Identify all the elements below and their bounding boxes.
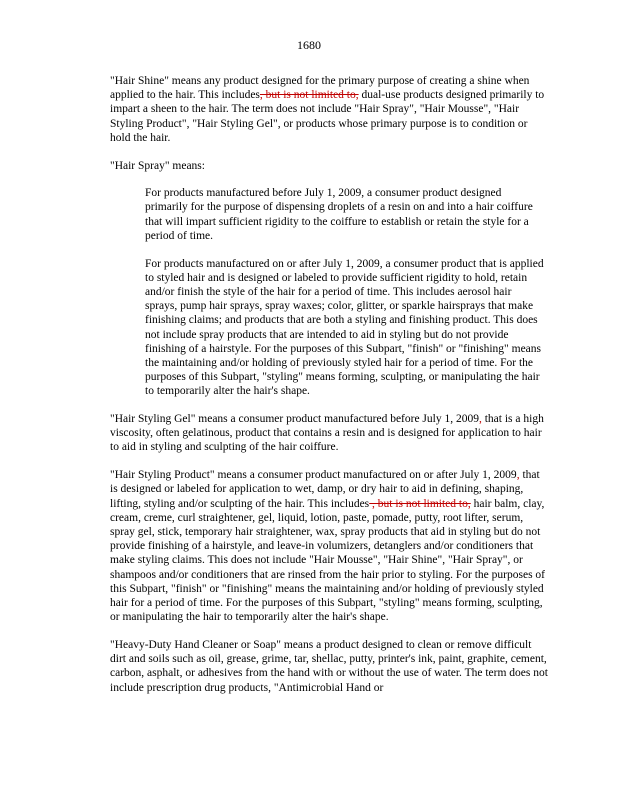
hair-styling-product-deleted-text: , but is not limited to,: [369, 497, 471, 510]
hair-styling-product-inserted-comma: ,: [516, 469, 520, 482]
hair-styling-product-text-1: "Hair Styling Product" means a consumer product manufactured on or after July 1, 2009: [110, 469, 517, 482]
hair-styling-gel-inserted-comma: ,: [478, 413, 482, 426]
hair-shine-text-1: "Hair Shine" means any product designed for the primary purpose of creating a shine when applied to the hair. This includes: [110, 75, 530, 102]
hair-styling-gel-text-1: "Hair Styling Gel" means a consumer product manufactured before July 1, 2009: [110, 413, 479, 426]
document-body: [110, 74, 550, 708]
hair-styling-product-text-3: hair balm, clay, cream, creme, curl straightener, gel, liquid, lotion, paste, pomade, putty, root lifter, serum, spray gel, stick, temporary hair straightener, wax, spray products that aid in styling but do not provide finishing of a hairstyle, and leave-in volumizers, detanglers and/or conditioners that make styling claims. This does not include "Hair Mousse", "Hair Shine", "Hair Spray", or shampoos and/or conditioners that are rinsed from the hair prior to styling. For the purposes of this Subpart, "finish" or "finishing" means the maintaining and/or holding of previously styled hair for a period of time. For the purposes of this Subpart, "styling" means forming, sculpting, or manipulating the hair to temporarily alter the hair's shape.: [110, 497, 545, 624]
definition-hair-spray-intro: "Hair Spray" means:: [110, 159, 205, 172]
hair-spray-before-2009: For products manufactured before July 1, 2009, a consumer product designed primarily for the purpose of dispensing droplets of a resin on and into a hair coiffure that will impart sufficient rigidity to the coiffure to establish or retain the style for a period of time.: [145, 187, 533, 242]
definition-hair-styling-gel: [110, 412, 550, 455]
definition-hair-styling-product: [110, 468, 550, 624]
page-number: 1680: [297, 38, 321, 52]
definition-heavy-duty-hand-cleaner: "Heavy-Duty Hand Cleaner or Soap" means a product designed to clean or remove difficult dirt and soils such as oil, grease, grime, tar, shellac, putty, printer's ink, paint, graphite, cement, carbon, asphalt, or adhesives from the hand with or without the use of water. The term does not include prescription drug products, "Antimicrobial Hand or: [110, 638, 548, 694]
hair-shine-deleted-text: , but is not limited to,: [259, 89, 359, 102]
hair-styling-product-text-2: that is designed or labeled for application to wet, damp, or dry hair to aid in defining, shaping, lifting, styling and/or sculpting of the hair. This includes: [110, 469, 540, 510]
hair-styling-gel-text-2: that is a high viscosity, often gelatinous, product that contains a resin and is designed for application to hair to aid in styling and sculpting of the hair coiffure.: [110, 413, 544, 454]
hair-shine-text-2: dual-use products designed primarily to impart a sheen to the hair. The term does not include "Hair Spray", "Hair Mousse", "Hair Styling Product", "Hair Styling Gel", or products whose primary purpose is to condition or hold the hair.: [110, 89, 545, 144]
definition-hair-shine: [110, 74, 550, 145]
hair-spray-after-2009: For products manufactured on or after July 1, 2009, a consumer product that is applied to styled hair and is designed or labeled to provide sufficient rigidity to hold, retain and/or finish the style of the hair for a period of time. This includes aerosol hair sprays, pump hair sprays, spray waxes; color, glitter, or sparkle hairsprays that make finishing claims; and products that are both a styling and finishing product. This does not include spray products that are intended to aid in styling but do not provide finishing of a hairstyle. For the purposes of this Subpart, "finish" or "finishing" means the maintaining and/or holding of previously styled hair for a period of time. For the purposes of this Subpart, "styling" means forming, sculpting, or manipulating the hair to temporarily alter the hair's shape.: [145, 257, 544, 398]
